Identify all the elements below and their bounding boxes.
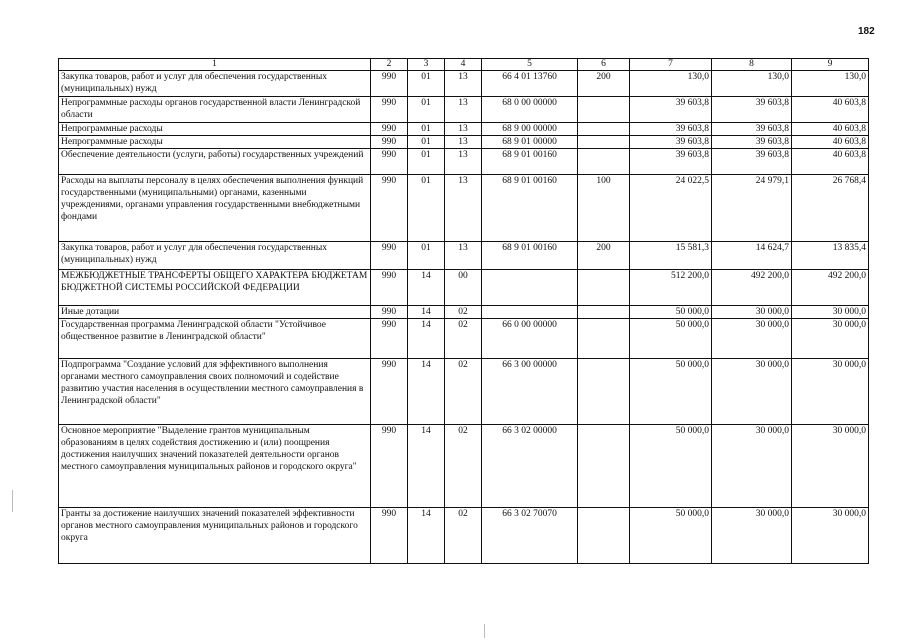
- code-section: 14: [408, 508, 445, 564]
- code-subsection: 13: [445, 149, 482, 175]
- code-section: 01: [408, 175, 445, 242]
- amount-col7: 39 603,8: [630, 123, 712, 136]
- code-administrator: 990: [371, 306, 408, 319]
- code-expense-type: [578, 306, 630, 319]
- amount-col7: 39 603,8: [630, 136, 712, 149]
- code-section: 14: [408, 425, 445, 508]
- amount-col8: 39 603,8: [712, 149, 792, 175]
- code-subsection: 00: [445, 270, 482, 306]
- table-row: [59, 175, 869, 242]
- column-number: 5: [482, 59, 578, 71]
- code-target-article: 68 0 00 00000: [482, 97, 578, 123]
- amount-col9: 40 603,8: [792, 149, 869, 175]
- table-row: [59, 97, 869, 123]
- amount-col7: 39 603,8: [630, 97, 712, 123]
- code-expense-type: [578, 123, 630, 136]
- scan-mark: [12, 490, 13, 512]
- code-expense-type: [578, 425, 630, 508]
- amount-col9: 130,0: [792, 71, 869, 97]
- row-name: Расходы на выплаты персоналу в целях обеспечения выполнения функций государственными (муниципальными) органами, казенными учреждениями, органами управления государственными внебюджетными фондами: [59, 175, 371, 242]
- amount-col8: 24 979,1: [712, 175, 792, 242]
- code-administrator: 990: [371, 425, 408, 508]
- amount-col8: 39 603,8: [712, 123, 792, 136]
- table-row: [59, 149, 869, 175]
- code-administrator: 990: [371, 270, 408, 306]
- scan-mark: [484, 624, 485, 638]
- code-administrator: 990: [371, 508, 408, 564]
- amount-col9: 30 000,0: [792, 319, 869, 359]
- table-row: [59, 508, 869, 564]
- code-target-article: 68 9 01 00000: [482, 136, 578, 149]
- column-number: 6: [578, 59, 630, 71]
- amount-col9: 30 000,0: [792, 359, 869, 425]
- code-subsection: 02: [445, 359, 482, 425]
- column-number: 4: [445, 59, 482, 71]
- row-name: Непрограммные расходы: [59, 123, 371, 136]
- code-target-article: 68 9 01 00160: [482, 242, 578, 270]
- code-expense-type: [578, 319, 630, 359]
- amount-col9: 13 835,4: [792, 242, 869, 270]
- code-subsection: 02: [445, 319, 482, 359]
- code-target-article: [482, 306, 578, 319]
- row-name: Иные дотации: [59, 306, 371, 319]
- code-expense-type: [578, 359, 630, 425]
- page-number: 182: [858, 26, 875, 37]
- amount-col8: 30 000,0: [712, 359, 792, 425]
- amount-col8: 492 200,0: [712, 270, 792, 306]
- amount-col7: 24 022,5: [630, 175, 712, 242]
- amount-col9: 40 603,8: [792, 136, 869, 149]
- table-row: [59, 242, 869, 270]
- row-name: Непрограммные расходы: [59, 136, 371, 149]
- code-target-article: 66 4 01 13760: [482, 71, 578, 97]
- amount-col9: 30 000,0: [792, 306, 869, 319]
- row-name: Основное мероприятие "Выделение грантов муниципальным образованиям в целях содействия достижению и (или) поощрения достижения наилучших значений показателей деятельности органов местного самоуправления муниципальных районов и городского округа": [59, 425, 371, 508]
- code-subsection: 13: [445, 175, 482, 242]
- amount-col9: 40 603,8: [792, 123, 869, 136]
- code-expense-type: 200: [578, 242, 630, 270]
- code-subsection: 13: [445, 242, 482, 270]
- table-row: [59, 136, 869, 149]
- code-subsection: 13: [445, 136, 482, 149]
- code-target-article: 66 3 02 00000: [482, 425, 578, 508]
- code-section: 01: [408, 242, 445, 270]
- budget-table: [58, 58, 869, 564]
- code-subsection: 13: [445, 97, 482, 123]
- amount-col8: 30 000,0: [712, 508, 792, 564]
- code-section: 01: [408, 123, 445, 136]
- row-name: Закупка товаров, работ и услуг для обеспечения государственных (муниципальных) нужд: [59, 71, 371, 97]
- code-target-article: 66 3 00 00000: [482, 359, 578, 425]
- column-number: 9: [792, 59, 869, 71]
- code-subsection: 02: [445, 508, 482, 564]
- amount-col9: 30 000,0: [792, 425, 869, 508]
- row-name: Закупка товаров, работ и услуг для обеспечения государственных (муниципальных) нужд: [59, 242, 371, 270]
- code-administrator: 990: [371, 359, 408, 425]
- amount-col8: 130,0: [712, 71, 792, 97]
- table-row: [59, 71, 869, 97]
- row-name: Государственная программа Ленинградской области "Устойчивое общественное развитие в Ленинградской области": [59, 319, 371, 359]
- column-number: 3: [408, 59, 445, 71]
- amount-col8: 30 000,0: [712, 425, 792, 508]
- code-section: 01: [408, 149, 445, 175]
- amount-col7: 512 200,0: [630, 270, 712, 306]
- amount-col9: 30 000,0: [792, 508, 869, 564]
- code-administrator: 990: [371, 175, 408, 242]
- code-target-article: 66 0 00 00000: [482, 319, 578, 359]
- code-administrator: 990: [371, 97, 408, 123]
- code-subsection: 02: [445, 306, 482, 319]
- amount-col7: 39 603,8: [630, 149, 712, 175]
- amount-col7: 50 000,0: [630, 425, 712, 508]
- code-section: 14: [408, 319, 445, 359]
- code-expense-type: 200: [578, 71, 630, 97]
- code-target-article: 68 9 00 00000: [482, 123, 578, 136]
- amount-col9: 492 200,0: [792, 270, 869, 306]
- code-section: 01: [408, 97, 445, 123]
- code-administrator: 990: [371, 71, 408, 97]
- table-row: [59, 123, 869, 136]
- row-name: Подпрограмма "Создание условий для эффективного выполнения органами местного самоуправления своих полномочий и содействие развитию участия населения в осуществлении местного самоуправления в Ленинградской области": [59, 359, 371, 425]
- row-name: Непрограммные расходы органов государственной власти Ленинградской области: [59, 97, 371, 123]
- code-administrator: 990: [371, 123, 408, 136]
- amount-col8: 39 603,8: [712, 136, 792, 149]
- row-name: Гранты за достижение наилучших значений показателей эффективности органов местного самоуправления муниципальных районов и городского округа: [59, 508, 371, 564]
- code-expense-type: [578, 97, 630, 123]
- code-section: 14: [408, 359, 445, 425]
- code-target-article: [482, 270, 578, 306]
- column-number: 7: [630, 59, 712, 71]
- code-section: 01: [408, 71, 445, 97]
- row-name: Обеспечение деятельности (услуги, работы) государственных учреждений: [59, 149, 371, 175]
- column-number: 8: [712, 59, 792, 71]
- column-number: 2: [371, 59, 408, 71]
- amount-col7: 50 000,0: [630, 319, 712, 359]
- amount-col7: 50 000,0: [630, 508, 712, 564]
- code-administrator: 990: [371, 319, 408, 359]
- code-administrator: 990: [371, 149, 408, 175]
- table-row: [59, 425, 869, 508]
- code-expense-type: [578, 149, 630, 175]
- table-row: [59, 306, 869, 319]
- amount-col8: 39 603,8: [712, 97, 792, 123]
- amount-col7: 50 000,0: [630, 359, 712, 425]
- row-name: МЕЖБЮДЖЕТНЫЕ ТРАНСФЕРТЫ ОБЩЕГО ХАРАКТЕРА БЮДЖЕТАМ БЮДЖЕТНОЙ СИСТЕМЫ РОССИЙСКОЙ ФЕДЕРАЦИИ: [59, 270, 371, 306]
- code-expense-type: [578, 270, 630, 306]
- column-number: 1: [59, 59, 371, 71]
- code-section: 01: [408, 136, 445, 149]
- code-section: 14: [408, 306, 445, 319]
- code-subsection: 13: [445, 71, 482, 97]
- amount-col8: 14 624,7: [712, 242, 792, 270]
- code-administrator: 990: [371, 136, 408, 149]
- amount-col8: 30 000,0: [712, 319, 792, 359]
- table-row: [59, 270, 869, 306]
- code-target-article: 68 9 01 00160: [482, 149, 578, 175]
- code-target-article: 68 9 01 00160: [482, 175, 578, 242]
- code-subsection: 02: [445, 425, 482, 508]
- code-expense-type: [578, 136, 630, 149]
- code-target-article: 66 3 02 70070: [482, 508, 578, 564]
- code-administrator: 990: [371, 242, 408, 270]
- column-number-header: [59, 59, 869, 71]
- table-row: [59, 319, 869, 359]
- amount-col7: 130,0: [630, 71, 712, 97]
- table-row: [59, 359, 869, 425]
- amount-col9: 40 603,8: [792, 97, 869, 123]
- code-section: 14: [408, 270, 445, 306]
- amount-col8: 30 000,0: [712, 306, 792, 319]
- amount-col7: 50 000,0: [630, 306, 712, 319]
- code-expense-type: 100: [578, 175, 630, 242]
- amount-col7: 15 581,3: [630, 242, 712, 270]
- amount-col9: 26 768,4: [792, 175, 869, 242]
- code-expense-type: [578, 508, 630, 564]
- code-subsection: 13: [445, 123, 482, 136]
